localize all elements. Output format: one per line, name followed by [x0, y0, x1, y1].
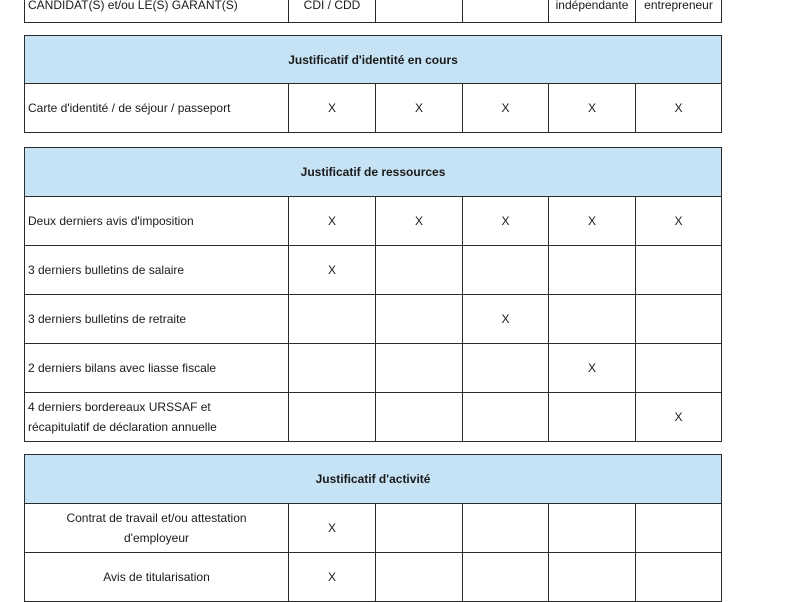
mark-entrepreneur	[636, 344, 722, 393]
row-label	[25, 504, 289, 553]
table-row	[25, 344, 722, 393]
mark-etudiant	[376, 393, 463, 442]
mark-independante	[549, 246, 636, 295]
mark-retraite	[463, 553, 549, 602]
table-row	[25, 197, 722, 246]
header-independante: indépendante	[549, 0, 636, 23]
section-activite	[24, 454, 722, 602]
row-label-line: d'employeur	[124, 531, 189, 545]
mark-etudiant	[376, 344, 463, 393]
section-title: Justificatif d'identité en cours	[25, 36, 722, 84]
mark-entrepreneur	[636, 295, 722, 344]
section-title: Justificatif de ressources	[25, 148, 722, 197]
mark-etudiant: X	[376, 197, 463, 246]
row-label-line: Contrat de travail et/ou attestation	[66, 511, 247, 525]
mark-entrepreneur: X	[636, 84, 722, 133]
mark-independante	[549, 295, 636, 344]
row-label-line: 4 derniers bordereaux URSSAF et	[28, 400, 211, 414]
mark-cdi-cdd: X	[289, 246, 376, 295]
mark-entrepreneur: X	[636, 393, 722, 442]
header-entrepreneur: entrepreneur	[636, 0, 722, 23]
mark-entrepreneur: X	[636, 197, 722, 246]
mark-etudiant	[376, 553, 463, 602]
header-table	[24, 0, 722, 23]
mark-etudiant	[376, 295, 463, 344]
table-row	[25, 553, 722, 602]
section-ressources	[24, 147, 722, 442]
mark-entrepreneur	[636, 553, 722, 602]
mark-independante	[549, 393, 636, 442]
row-label: Avis de titularisation	[25, 553, 289, 602]
mark-entrepreneur	[636, 246, 722, 295]
table-row	[25, 246, 722, 295]
mark-cdi-cdd: X	[289, 553, 376, 602]
section-title: Justificatif d'activité	[25, 455, 722, 504]
row-label: 2 derniers bilans avec liasse fiscale	[25, 344, 289, 393]
mark-independante: X	[549, 197, 636, 246]
mark-entrepreneur	[636, 504, 722, 553]
row-label: Deux derniers avis d'imposition	[25, 197, 289, 246]
mark-retraite: X	[463, 295, 549, 344]
mark-etudiant	[376, 246, 463, 295]
row-label: Carte d'identité / de séjour / passeport	[25, 84, 289, 133]
mark-cdi-cdd	[289, 393, 376, 442]
row-label	[25, 393, 289, 442]
table-row	[25, 84, 722, 133]
mark-cdi-cdd: X	[289, 84, 376, 133]
mark-etudiant: X	[376, 84, 463, 133]
mark-independante	[549, 504, 636, 553]
header-cdi-cdd: CDI / CDD	[289, 0, 376, 23]
mark-etudiant	[376, 504, 463, 553]
mark-cdi-cdd	[289, 344, 376, 393]
section-identite	[24, 35, 722, 133]
header-retraite	[463, 0, 549, 23]
mark-cdi-cdd	[289, 295, 376, 344]
mark-retraite	[463, 246, 549, 295]
mark-independante: X	[549, 84, 636, 133]
mark-cdi-cdd: X	[289, 504, 376, 553]
table-row	[25, 295, 722, 344]
header-candidats: CANDIDAT(S) et/ou LE(S) GARANT(S)	[25, 0, 289, 23]
row-label-line: récapitulatif de déclaration annuelle	[28, 420, 217, 434]
mark-cdi-cdd: X	[289, 197, 376, 246]
row-label: 3 derniers bulletins de retraite	[25, 295, 289, 344]
mark-retraite	[463, 504, 549, 553]
header-etudiant	[376, 0, 463, 23]
table-row	[25, 393, 722, 442]
row-label: 3 derniers bulletins de salaire	[25, 246, 289, 295]
mark-independante	[549, 553, 636, 602]
mark-retraite: X	[463, 84, 549, 133]
mark-independante: X	[549, 344, 636, 393]
table-row	[25, 504, 722, 553]
mark-retraite	[463, 393, 549, 442]
mark-retraite: X	[463, 197, 549, 246]
mark-retraite	[463, 344, 549, 393]
